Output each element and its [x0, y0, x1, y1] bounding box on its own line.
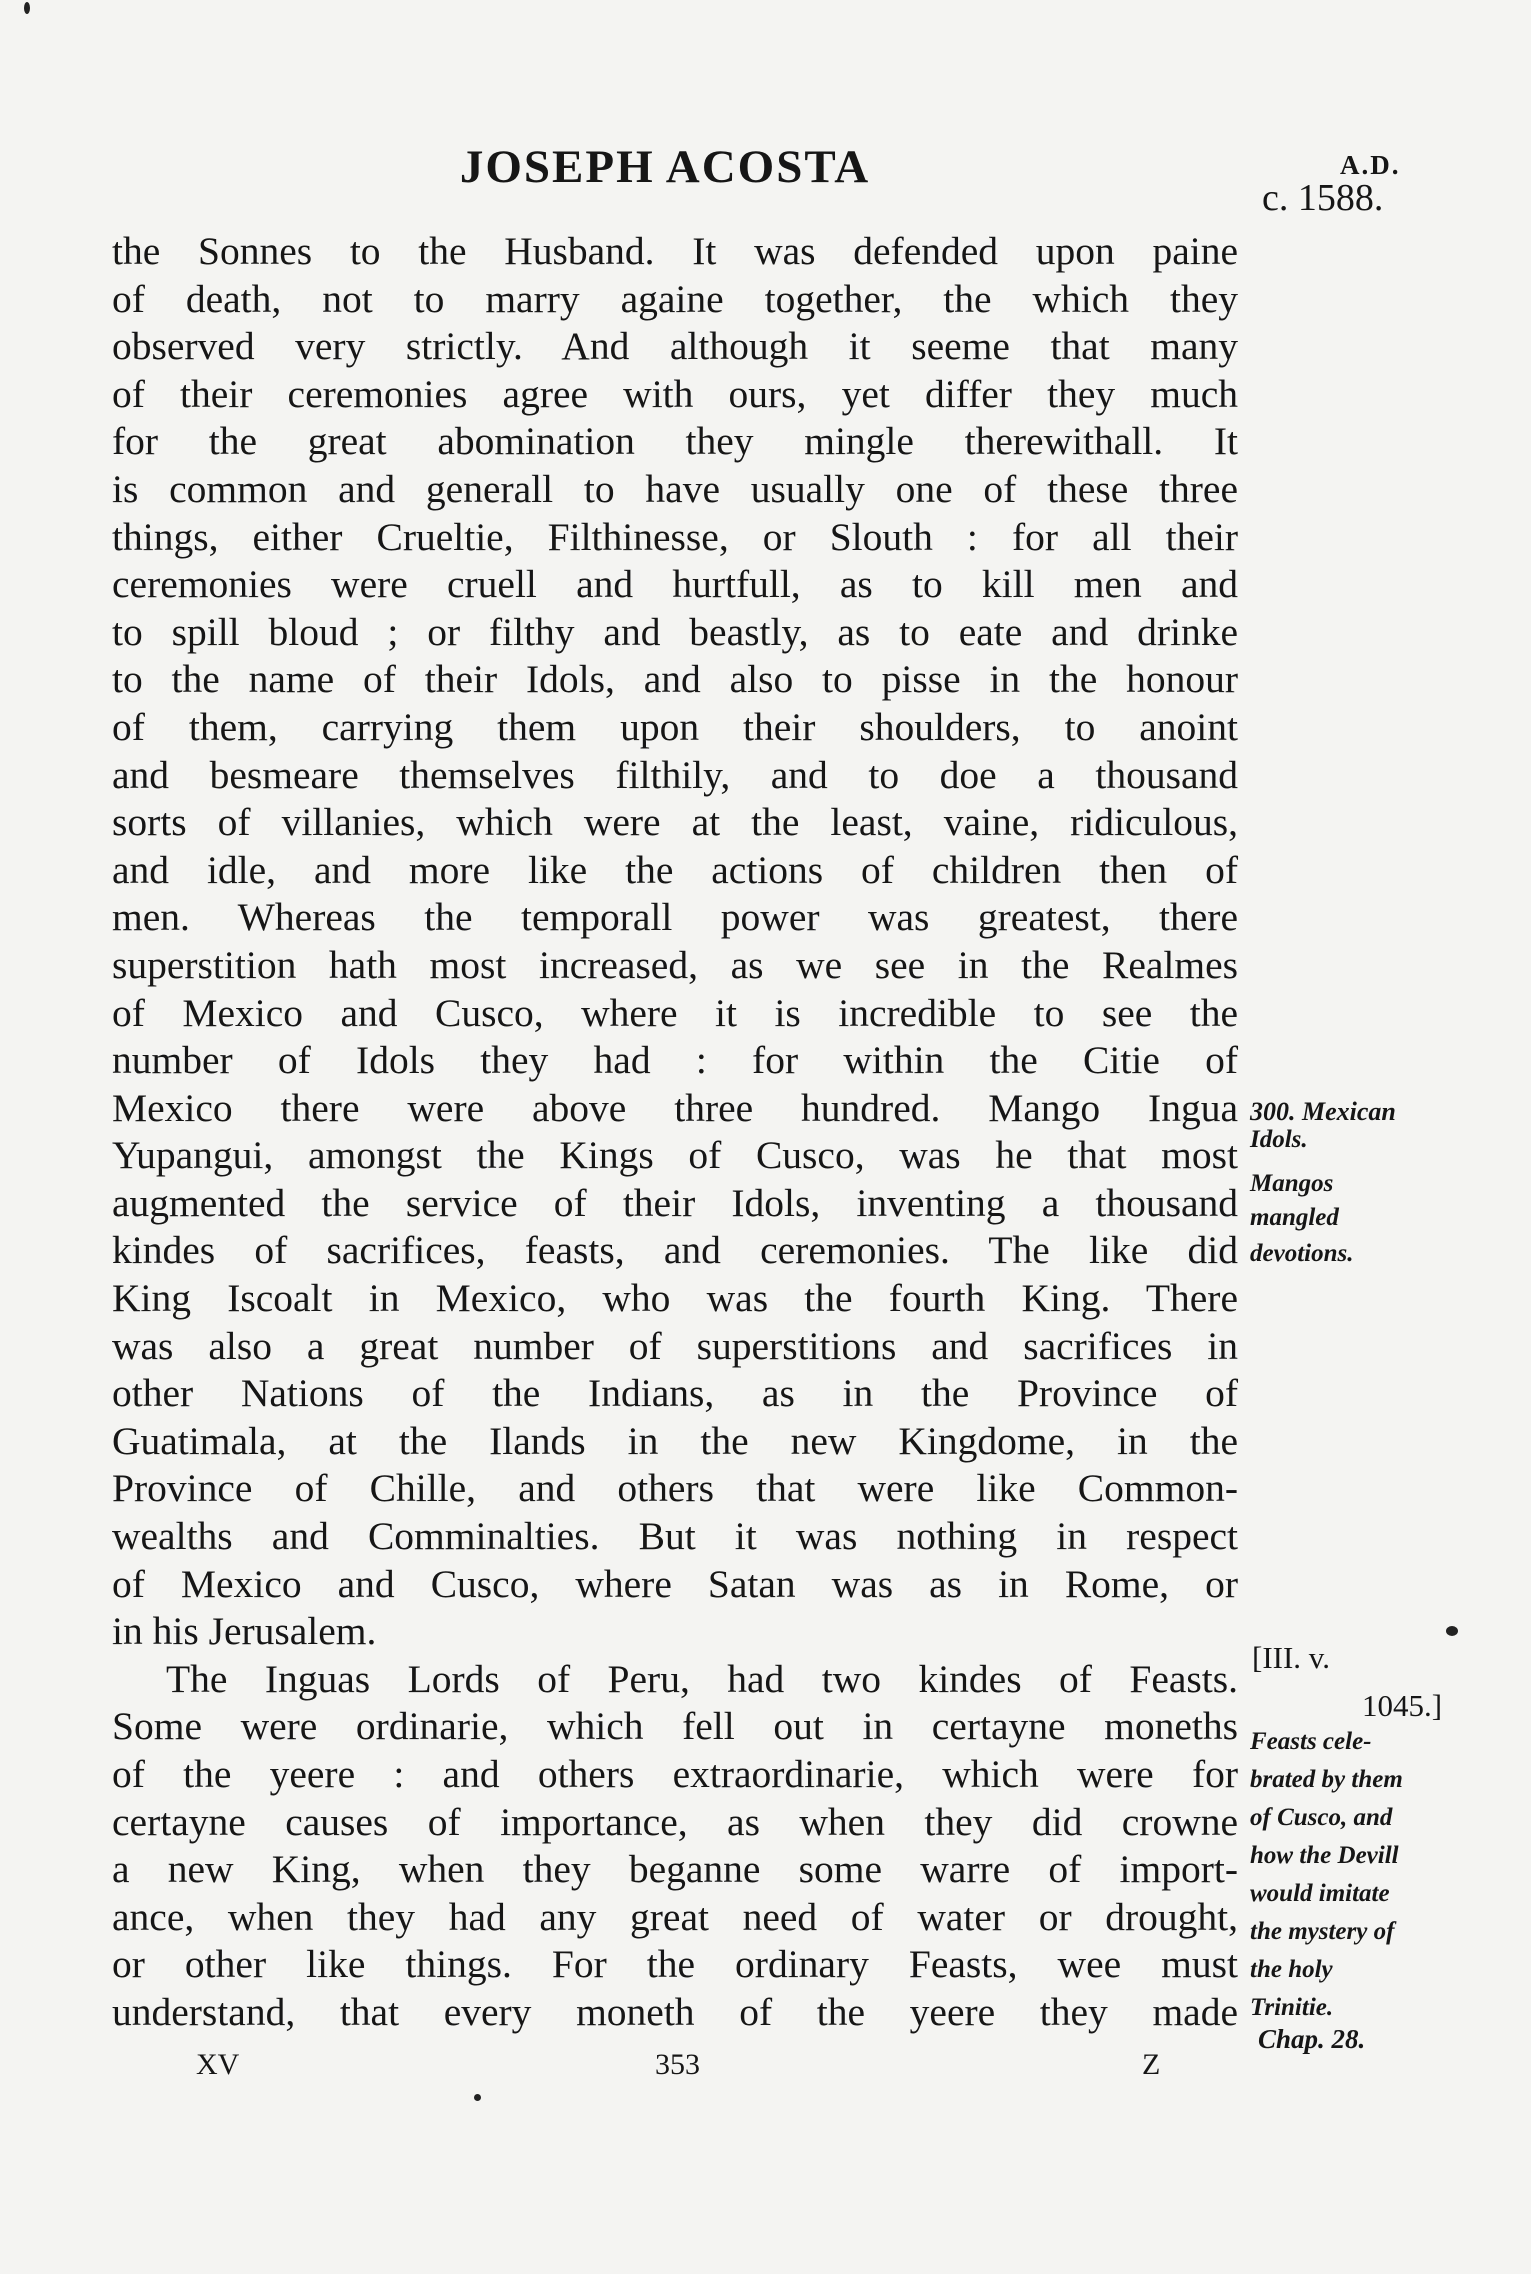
margin-note-line: 300. Mexican — [1250, 1097, 1396, 1126]
text-line: ance, when they had any great need of water or drought, — [112, 1894, 1238, 1939]
text-line: Some were ordinarie, which fell out in certayne moneths — [112, 1704, 1238, 1749]
text-line: of Mexico and Cusco, where Satan was as in Rome, or — [112, 1561, 1238, 1606]
margin-note-line: mangled — [1250, 1204, 1339, 1231]
text-line: Guatimala, at the Ilands in the new Kingdome, in the — [112, 1418, 1238, 1463]
text-line: to the name of their Idols, and also to pisse in the honour — [112, 657, 1238, 702]
text-line: of Mexico and Cusco, where it is incredible to see the — [112, 990, 1238, 1035]
text-line: and idle, and more like the actions of children then of — [112, 847, 1238, 892]
text-line: understand, that every moneth of the yeere they made — [112, 1989, 1238, 2034]
text-line: to spill bloud ; or filthy and beastly, as to eate and drinke — [112, 609, 1238, 654]
margin-note-line: how the Devill — [1250, 1842, 1399, 1869]
margin-reference: [III. v. — [1252, 1640, 1331, 1675]
text-line: The Inguas Lords of Peru, had two kindes of Feasts. — [166, 1656, 1238, 1701]
text-line: ceremonies were cruell and hurtfull, as to kill men and — [112, 562, 1238, 607]
text-line: the Sonnes to the Husband. It was defended upon paine — [112, 229, 1238, 273]
margin-note-line: Idols. — [1250, 1126, 1308, 1153]
print-speck — [24, 2, 30, 14]
text-line: Province of Chille, and others that were like Common- — [112, 1466, 1238, 1511]
text-line: of them, carrying them upon their shoulders, to anoint — [112, 704, 1238, 749]
text-line: things, either Crueltie, Filthinesse, or Slouth : for all their — [112, 514, 1238, 559]
margin-reference: 1045.] — [1362, 1688, 1443, 1723]
print-speck — [1446, 1626, 1458, 1636]
text-line: King Iscoalt in Mexico, who was the fourth King. There — [112, 1276, 1238, 1321]
body-text — [112, 228, 1238, 2037]
text-line: in his Jerusalem. — [112, 1609, 377, 1654]
text-line: and besmeare themselves filthily, and to doe a thousand — [112, 752, 1238, 797]
page-number: 353 — [655, 2048, 700, 2081]
running-head-date: c. 1588. — [1262, 177, 1384, 219]
text-line: number of Idols they had : for within the Citie of — [112, 1038, 1238, 1083]
text-line: or other like things. For the ordinary Feasts, wee must — [112, 1942, 1238, 1987]
text-line: Mexico there were above three hundred. Mango Ingua — [112, 1085, 1238, 1130]
margin-note-line: the holy — [1250, 1956, 1333, 1983]
margin-note-line: of Cusco, and — [1250, 1804, 1393, 1831]
running-head-era: A.D. — [1340, 150, 1401, 180]
text-line: superstition hath most increased, as we see in the Realmes — [112, 942, 1238, 987]
margin-note-line: the mystery of — [1250, 1918, 1395, 1945]
text-line: of their ceremonies agree with ours, yet differ they much — [112, 371, 1238, 416]
margin-note-line: devotions. — [1250, 1240, 1354, 1267]
signature-mark-left: XV — [196, 2048, 240, 2081]
margin-note-line: would imitate — [1250, 1880, 1390, 1907]
text-line: kindes of sacrifices, feasts, and ceremonies. The like did — [112, 1228, 1238, 1273]
margin-note-line: Mangos — [1250, 1170, 1334, 1197]
text-line: augmented the service of their Idols, inventing a thousand — [112, 1180, 1238, 1225]
text-line: is common and generall to have usually one of these three — [112, 466, 1238, 511]
margin-note-line: brated by them — [1250, 1766, 1403, 1793]
text-line: was also a great number of superstitions and sacrifices in — [112, 1323, 1238, 1368]
text-line: wealths and Comminalties. But it was nothing in respect — [112, 1514, 1238, 1559]
text-line: Yupangui, amongst the Kings of Cusco, was he that most — [112, 1133, 1238, 1178]
text-line: of death, not to marry againe together, the which they — [112, 276, 1238, 321]
margin-note-line: Trinitie. — [1250, 1994, 1334, 2021]
chapter-reference: Chap. 28. — [1258, 2024, 1366, 2054]
margin-note-line: Feasts cele- — [1250, 1728, 1372, 1755]
print-speck — [474, 2094, 481, 2101]
text-line: certayne causes of importance, as when they did crowne — [112, 1799, 1238, 1844]
signature-mark-right: Z — [1142, 2048, 1161, 2081]
text-line: observed very strictly. And although it seeme that many — [112, 324, 1238, 369]
text-line: men. Whereas the temporall power was greatest, there — [112, 895, 1238, 940]
text-line: of the yeere : and others extraordinarie, which were for — [112, 1752, 1238, 1796]
text-line: for the great abomination they mingle therewithall. It — [112, 419, 1238, 464]
text-line: a new King, when they beganne some warre of import- — [112, 1847, 1238, 1892]
running-head-title: JOSEPH ACOSTA — [459, 141, 871, 193]
text-line: other Nations of the Indians, as in the Province of — [112, 1371, 1238, 1416]
text-line: sorts of villanies, which were at the least, vaine, ridiculous, — [112, 800, 1238, 845]
